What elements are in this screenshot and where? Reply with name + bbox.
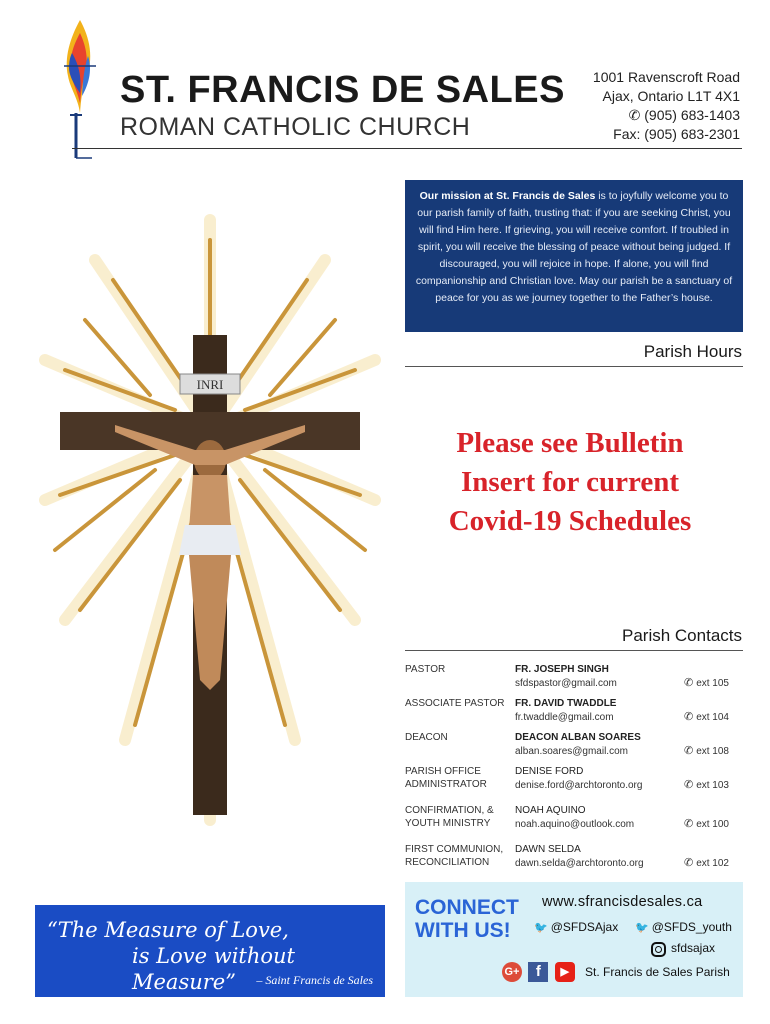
church-name: ST. FRANCIS DE SALES (120, 69, 565, 111)
address-line-1: 1001 Ravenscroft Road (592, 69, 740, 85)
crucifix-image (35, 180, 385, 905)
twitter-icon: 🐦 (635, 922, 649, 934)
facebook-icon[interactable]: f (528, 962, 548, 982)
youtube-icon[interactable]: ▶ (555, 962, 575, 982)
facebook-page-name[interactable]: St. Francis de Sales Parish (585, 965, 730, 979)
phone-line: ✆ (905) 683-1403 (628, 107, 740, 123)
contact-row: PARISH OFFICE ADMINISTRATOR DENISE FORD denise.ford@archtoronto.org ✆ ext 103 (405, 766, 729, 791)
parish-hours-heading: Parish Hours (643, 342, 742, 361)
quote-attribution: – Saint Francis de Sales (256, 973, 373, 987)
church-subtitle: ROMAN CATHOLIC CHURCH (120, 113, 471, 141)
twitter-link-main[interactable]: 🐦 @SFDSAjax (534, 920, 619, 934)
church-address (593, 68, 740, 144)
church-logo (60, 18, 100, 168)
instagram-link[interactable]: sfdsajax (651, 941, 715, 957)
twitter-icon: 🐦 (534, 922, 548, 934)
covid-notice: Please see Bulletin Insert for current Covid-19 Schedules (448, 427, 692, 537)
connect-title: CONNECT WITH US! (415, 896, 519, 942)
contacts-table (405, 663, 743, 882)
quote-box (35, 905, 385, 997)
instagram-icon (651, 942, 666, 957)
contact-row: CONFIRMATION, & YOUTH MINISTRY NOAH AQUINO noah.aquino@outlook.com ✆ ext 100 (405, 805, 729, 830)
fax-line: Fax: (905) 683-2301 (613, 126, 740, 142)
google-plus-icon[interactable]: G+ (502, 962, 522, 982)
phone-icon: ✆ (683, 818, 694, 830)
parish-contacts-heading: Parish Contacts (622, 626, 742, 645)
website-link[interactable]: www.sfrancisdesales.ca (542, 894, 703, 910)
phone-icon: ✆ (683, 779, 694, 791)
phone-icon: ✆ (628, 107, 645, 123)
inri-sign: INRI (196, 377, 224, 392)
address-line-2: Ajax, Ontario L1T 4X1 (602, 88, 740, 104)
contact-row: ASSOCIATE PASTOR FR. DAVID TWADDLE fr.twaddle@gmail.com ✆ ext 104 (405, 698, 729, 723)
parish-contacts-divider (405, 650, 743, 651)
contact-row: PASTOR FR. JOSEPH SINGH sfdspastor@gmail.com ✆ ext 105 (405, 664, 729, 689)
phone-icon: ✆ (683, 677, 694, 689)
parish-hours-divider (405, 366, 743, 367)
phone-icon: ✆ (683, 711, 694, 723)
connect-box (405, 882, 743, 997)
mission-statement: Our mission at St. Francis de Sales is to joyfully welcome you to our parish family of faith, trusting that: if you are seeking Christ, you will find Him here. If grieving, you will receive comfort. If troubled in spirit, you will receive the blessing of peace without being judged. If discouraged, you will rejoice in hope. If alone, you will find companionship and Christian love. May our parish be a sanctuary of peace for you as we journey together to the Father’s house. (405, 180, 743, 332)
contact-row: DEACON DEACON ALBAN SOARES alban.soares@gmail.com ✆ ext 108 (405, 732, 729, 757)
header-divider (72, 148, 742, 149)
phone-icon: ✆ (683, 857, 694, 869)
quote-text: “The Measure of Love, is Love without Measure” (47, 918, 295, 994)
twitter-link-youth[interactable]: 🐦 @SFDS_youth (635, 920, 732, 934)
phone-icon: ✆ (683, 745, 694, 757)
contact-row: FIRST COMMUNION, RECONCILIATION DAWN SELDA dawn.selda@archtoronto.org ✆ ext 102 (405, 844, 729, 869)
social-links (502, 962, 730, 982)
